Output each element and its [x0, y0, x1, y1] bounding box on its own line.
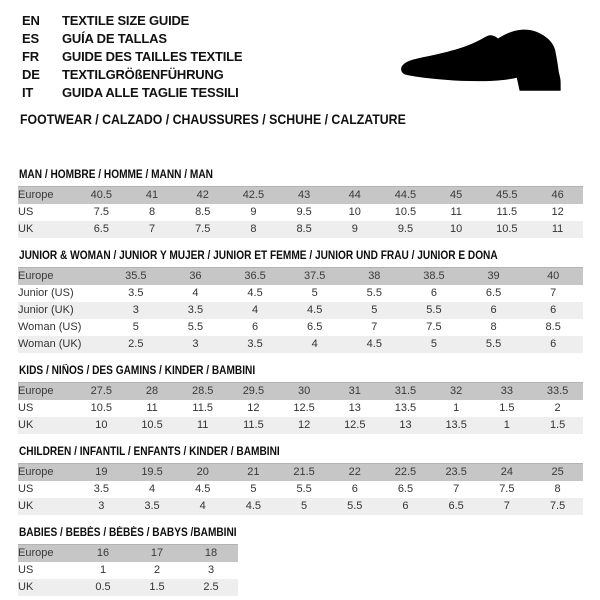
size-value: 7: [371, 321, 378, 333]
size-table: [18, 544, 238, 596]
row-label: UK: [18, 419, 34, 431]
table-row: [18, 579, 238, 596]
size-value: 5.5: [347, 500, 363, 512]
size-value: 12.5: [293, 402, 315, 414]
size-value: 12.5: [344, 419, 366, 431]
size-value: 4: [148, 483, 156, 495]
size-value: 4.5: [366, 338, 382, 350]
size-value: 5: [311, 287, 318, 299]
size-value: 41: [145, 189, 159, 201]
size-table: [18, 382, 583, 434]
size-table-section: [18, 169, 583, 238]
language-label: GUIDE DES TAILLES TEXTILE: [62, 49, 243, 64]
row-label: Woman (US): [18, 321, 82, 333]
size-value: 18: [204, 547, 218, 559]
size-value: 3.5: [144, 500, 160, 512]
size-value: 11.5: [192, 402, 214, 414]
size-value: 8: [554, 483, 561, 495]
size-value: 8: [250, 223, 257, 235]
size-value: 5.5: [366, 287, 382, 299]
size-value: 12: [247, 402, 260, 414]
row-label: US: [18, 206, 34, 218]
size-value: 3: [132, 304, 139, 316]
size-value: 25: [551, 466, 564, 478]
size-value: 39: [487, 270, 500, 282]
size-value: 2.5: [203, 581, 219, 593]
size-value: 8: [490, 321, 497, 333]
size-value: 40: [547, 270, 560, 282]
size-table-section: [18, 527, 583, 596]
size-value: 3.5: [128, 287, 144, 299]
size-value: 23.5: [445, 466, 467, 478]
shoe-icon: [388, 18, 584, 102]
size-value: 12: [551, 206, 564, 218]
row-label: Europe: [18, 189, 54, 201]
size-value: 36.5: [244, 270, 266, 282]
size-value: 1: [99, 564, 107, 576]
size-value: 44.5: [394, 189, 417, 201]
row-label: Europe: [18, 385, 54, 397]
size-value: 4: [199, 500, 206, 512]
row-label: Europe: [18, 547, 54, 559]
size-value: 9: [351, 223, 358, 235]
size-value: 40.5: [90, 189, 113, 201]
size-value: 3.5: [93, 483, 109, 495]
size-value: 4.5: [307, 304, 323, 316]
table-row: [18, 400, 583, 417]
language-label: GUÍA DE TALLAS: [62, 31, 167, 46]
size-value: 13: [348, 402, 361, 414]
category-title: FOOTWEAR / CALZADO / CHAUSSURES / SCHUHE / CALZATURE: [20, 111, 406, 127]
table-row: [18, 562, 238, 579]
section-title: BABIES / BEBÉS / BÉBÉS / BABYS /BAMBINI: [19, 527, 237, 539]
table-row: [18, 204, 583, 221]
row-label: US: [18, 564, 34, 576]
size-value: 6: [550, 338, 557, 350]
row-label: US: [18, 402, 34, 414]
size-value: 5: [250, 483, 257, 495]
table-row: [18, 268, 583, 286]
size-value: 10: [95, 419, 108, 431]
size-value: 10.5: [90, 402, 113, 414]
section-title: KIDS / NIÑOS / DES GAMINS / KINDER / BAMBINI: [19, 365, 256, 377]
size-value: 43: [297, 189, 311, 201]
size-value: 11.5: [243, 419, 264, 431]
size-value: 4: [192, 287, 199, 299]
table-row: [18, 481, 583, 498]
size-value: 7.5: [195, 223, 211, 235]
size-value: 6: [402, 500, 409, 512]
language-label: GUIDA ALLE TAGLIE TESSILI: [62, 85, 239, 100]
size-value: 24: [500, 466, 513, 478]
size-value: 45: [450, 189, 463, 201]
size-value: 6: [430, 287, 437, 299]
table-row: [18, 187, 583, 205]
size-value: 13.5: [394, 402, 417, 414]
row-label: UK: [18, 223, 34, 235]
size-value: 7.5: [426, 321, 442, 333]
size-value: 3: [207, 564, 215, 576]
size-value: 3: [98, 500, 105, 512]
size-tables: [18, 169, 583, 596]
size-value: 1.5: [549, 419, 566, 431]
size-value: 8.5: [296, 223, 312, 235]
size-value: 13.5: [445, 419, 467, 431]
size-value: 36: [189, 270, 202, 282]
table-row: [18, 319, 583, 336]
size-value: 11: [197, 419, 209, 431]
size-value: 21: [247, 466, 260, 478]
row-label: Junior (US): [18, 287, 74, 299]
size-value: 5.5: [296, 483, 312, 495]
size-value: 2: [554, 402, 561, 414]
size-value: 12: [297, 419, 311, 431]
size-value: 46: [551, 189, 564, 201]
size-value: 27.5: [90, 385, 113, 397]
size-value: 38.5: [423, 270, 445, 282]
size-value: 17: [150, 547, 164, 559]
size-value: 16: [96, 547, 110, 559]
size-value: 4: [252, 304, 259, 316]
size-value: 11.5: [496, 206, 518, 218]
size-value: 8: [148, 206, 156, 218]
language-code: DE: [22, 67, 40, 82]
size-value: 10.5: [496, 223, 518, 235]
size-value: 5.5: [426, 304, 442, 316]
size-table-section: [18, 446, 583, 515]
size-value: 6: [252, 321, 259, 333]
size-value: 2: [153, 564, 161, 576]
size-value: 4.5: [247, 287, 263, 299]
size-value: 32: [450, 385, 463, 397]
row-label: Europe: [18, 270, 54, 282]
size-value: 10.5: [141, 419, 163, 431]
row-label: Woman (UK): [18, 338, 82, 350]
size-value: 22: [348, 466, 361, 478]
language-code: ES: [22, 31, 39, 46]
size-value: 5: [132, 321, 139, 333]
size-value: 30: [297, 385, 311, 397]
size-value: 7: [503, 500, 510, 512]
size-value: 21.5: [293, 466, 315, 478]
language-code: IT: [22, 85, 34, 100]
size-value: 8.5: [195, 206, 211, 218]
size-value: 7.5: [499, 483, 515, 495]
size-value: 1.5: [149, 581, 165, 593]
size-value: 6.5: [307, 321, 323, 333]
size-value: 9: [250, 206, 257, 218]
size-value: 7: [453, 483, 460, 495]
table-row: [18, 417, 583, 434]
size-table: [18, 267, 583, 353]
size-table-section: [18, 250, 583, 353]
table-row: [18, 221, 583, 238]
section-title: CHILDREN / INFANTIL / ENFANTS / KINDER / BAMBINI: [19, 446, 280, 458]
table-row: [18, 545, 238, 563]
table-row: [18, 464, 583, 482]
table-row: [18, 285, 583, 302]
size-value: 20: [196, 466, 209, 478]
size-value: 6.5: [485, 287, 502, 299]
language-label: TEXTILE SIZE GUIDE: [62, 13, 190, 28]
row-label: Europe: [18, 466, 54, 478]
table-row: [18, 336, 583, 353]
section-title: JUNIOR & WOMAN / JUNIOR Y MUJER / JUNIOR ET FEMME / JUNIOR UND FRAU / JUNIOR E DONA: [19, 250, 498, 262]
size-value: 5: [430, 338, 437, 350]
row-label: Junior (UK): [18, 304, 74, 316]
size-value: 1: [503, 419, 510, 431]
size-table-section: [18, 365, 583, 434]
size-value: 37.5: [303, 270, 326, 282]
size-value: 31.5: [394, 385, 417, 397]
size-value: 10.5: [394, 206, 417, 218]
size-value: 1.5: [499, 402, 515, 414]
size-value: 4.5: [195, 483, 211, 495]
size-value: 42: [196, 189, 209, 201]
table-row: [18, 383, 583, 401]
size-value: 13: [399, 419, 412, 431]
size-value: 7: [148, 223, 156, 235]
size-value: 0.5: [95, 581, 111, 593]
size-value: 5.5: [485, 338, 502, 350]
size-value: 6.5: [93, 223, 109, 235]
size-value: 33: [500, 385, 513, 397]
size-value: 31: [348, 385, 361, 397]
size-value: 28: [145, 385, 159, 397]
size-value: 45.5: [496, 189, 518, 201]
size-value: 11: [450, 206, 462, 218]
size-value: 3.5: [187, 304, 204, 316]
size-value: 10: [348, 206, 361, 218]
size-value: 42.5: [242, 189, 265, 201]
size-value: 4.5: [245, 500, 262, 512]
size-value: 6: [490, 304, 497, 316]
table-row: [18, 302, 583, 319]
size-value: 28.5: [192, 385, 214, 397]
size-table: [18, 463, 583, 515]
size-value: 9.5: [296, 206, 312, 218]
size-value: 19.5: [141, 466, 163, 478]
size-value: 6.5: [397, 483, 414, 495]
row-label: UK: [18, 581, 34, 593]
size-value: 33.5: [546, 385, 569, 397]
size-value: 4: [311, 338, 318, 350]
size-value: 6: [550, 304, 557, 316]
size-value: 19: [95, 466, 108, 478]
size-value: 2.5: [128, 338, 144, 350]
row-label: US: [18, 483, 34, 495]
size-value: 6: [351, 483, 358, 495]
size-value: 3.5: [247, 338, 263, 350]
size-value: 5.5: [187, 321, 204, 333]
size-value: 7: [550, 287, 557, 299]
size-table: [18, 186, 583, 238]
size-value: 22.5: [394, 466, 417, 478]
size-value: 29.5: [242, 385, 265, 397]
size-value: 9.5: [397, 223, 414, 235]
language-label: TEXTILGRÖßENFÜHRUNG: [62, 67, 224, 82]
size-value: 8.5: [545, 321, 561, 333]
row-label: UK: [18, 500, 34, 512]
size-value: 11: [551, 223, 564, 235]
size-value: 3: [192, 338, 199, 350]
section-title: MAN / HOMBRE / HOMME / MANN / MAN: [19, 169, 213, 181]
language-code: EN: [22, 13, 40, 28]
size-value: 1: [453, 402, 460, 414]
size-value: 6.5: [448, 500, 464, 512]
size-value: 35.5: [125, 270, 147, 282]
size-value: 44: [348, 189, 361, 201]
size-value: 10: [450, 223, 463, 235]
size-value: 38: [368, 270, 381, 282]
table-row: [18, 498, 583, 515]
size-value: 5: [371, 304, 378, 316]
language-code: FR: [22, 49, 39, 64]
size-value: 5: [301, 500, 308, 512]
size-value: 7.5: [93, 206, 109, 218]
size-value: 7.5: [549, 500, 566, 512]
size-value: 11: [146, 402, 158, 414]
